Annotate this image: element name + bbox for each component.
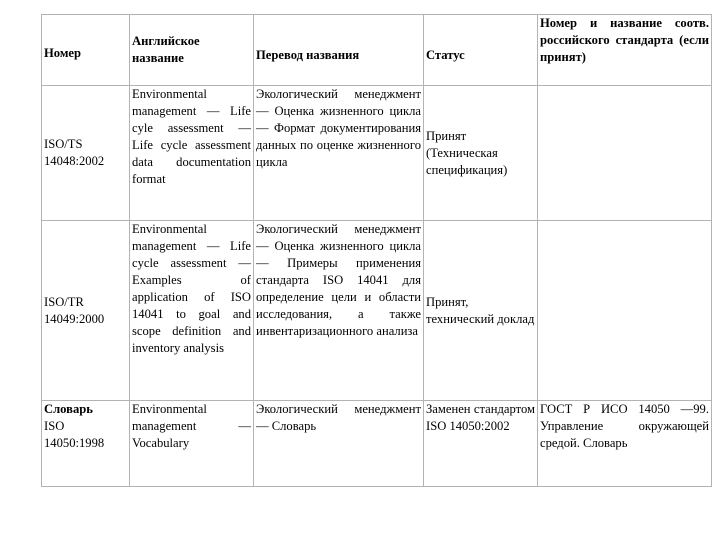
table-row — [42, 86, 712, 221]
table-row — [42, 401, 712, 487]
header-translation: Перевод названия — [254, 15, 424, 86]
standards-table — [41, 14, 712, 487]
cell-russian-standard — [538, 221, 712, 401]
header-english-title: Английское название — [130, 15, 254, 86]
cell-status: Заменен стандартом ISO 14050:2002 — [424, 401, 538, 487]
cell-english-title: Environmental management — Life cyle assessment — Life cycle assessment data documentation format — [130, 86, 254, 221]
cell-status: Принят, технический доклад — [424, 221, 538, 401]
vocabulary-label: Словарь — [44, 402, 93, 416]
cell-number: ISO/TR 14049:2000 — [42, 221, 130, 401]
header-status: Статус — [424, 15, 538, 86]
cell-status: Принят (Техническая спецификация) — [424, 86, 538, 221]
table-header-row — [42, 15, 712, 86]
table-row — [42, 221, 712, 401]
cell-translation: Экологический менеджмент — Словарь — [254, 401, 424, 487]
header-number: Номер — [42, 15, 130, 86]
cell-russian-standard — [538, 86, 712, 221]
cell-number — [42, 401, 130, 487]
header-russian-standard: Номер и название соотв. российского стандарта (если принят) — [538, 15, 712, 86]
cell-russian-standard: ГОСТ Р ИСО 14050 —99. Управление окружающей средой. Словарь — [538, 401, 712, 487]
cell-english-title: Environmental management — Vocabulary — [130, 401, 254, 487]
cell-number-value: ISO 14050:1998 — [44, 419, 105, 450]
cell-translation: Экологический менеджмент — Оценка жизненного цикла — Формат документирования данных по оценке жизненного цикла — [254, 86, 424, 221]
cell-translation: Экологический менеджмент — Оценка жизненного цикла — Примеры применения стандарта ISO 14041 для определение цели и области исследования, а также инвентаризационного анализа — [254, 221, 424, 401]
cell-number: ISO/TS 14048:2002 — [42, 86, 130, 221]
cell-english-title: Environmental management — Life cycle assessment — Examples of application of ISO 14041 to goal and scope definition and inventory analysis — [130, 221, 254, 401]
